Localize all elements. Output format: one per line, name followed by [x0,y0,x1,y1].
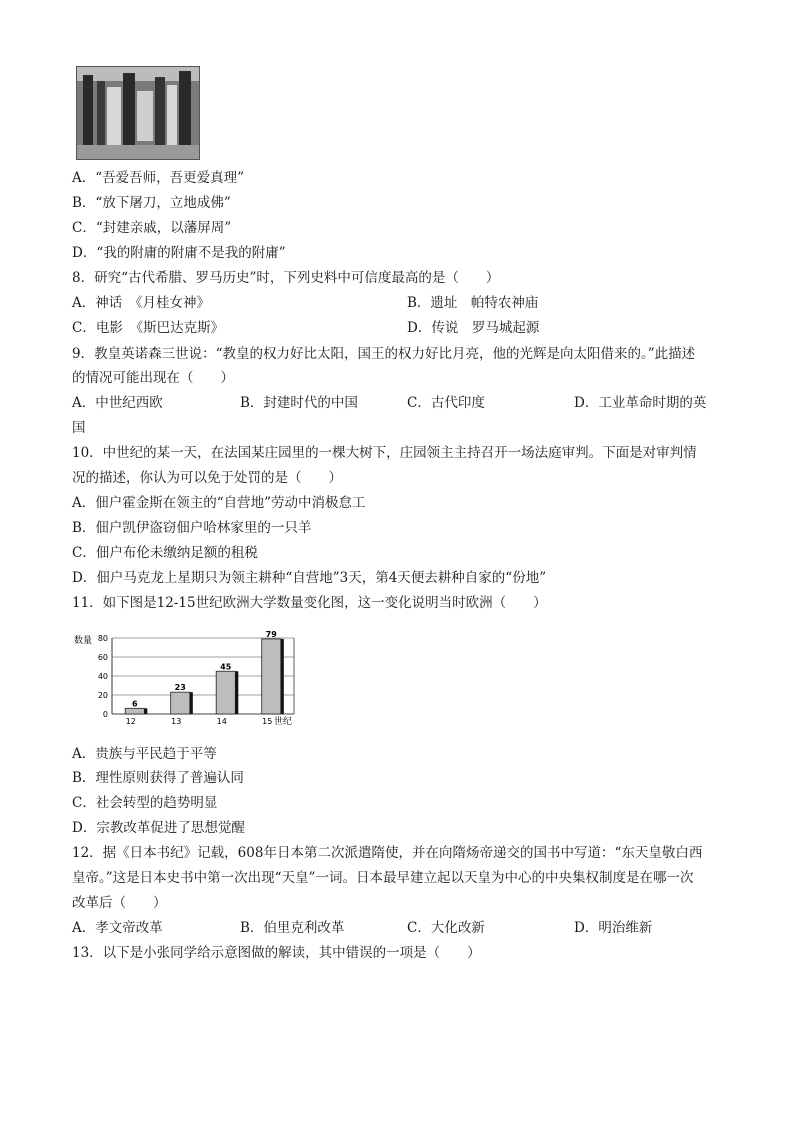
q8-option-b: B．遗址 帕特农神庙 [407,295,539,311]
university-count-bar-chart [72,620,332,730]
q12-stem-line2: 皇帝。”这是日本史书中第一次出现“天皇”一词。日本最早建立起以天皇为中心的中央集权制度是在哪一次 [72,870,694,886]
q11-stem: 11．如下图是12-15世纪欧洲大学数量变化图，这一变化说明当时欧洲（ ） [72,595,547,611]
q8-option-d: D．传说 罗马城起源 [407,320,540,336]
chart-y-tick-label: 80 [97,634,108,643]
q11-option-c: C．社会转型的趋势明显 [72,795,218,811]
q9-option-a: A．中世纪西欧 [72,395,163,411]
q12-option-c: C．大化改新 [407,920,485,936]
q10-option-c: C．佃户布伦未缴纳足额的租税 [72,545,258,561]
q12-stem-line1: 12．据《日本书纪》记载，608年日本第二次派遣隋使，并在向隋炀帝递交的国书中写道：“东天皇敬白西 [72,845,703,861]
chart-y-tick-label: 20 [97,691,108,700]
q12-option-b: B．伯里克利改革 [240,920,345,936]
q11-option-d: D．宗教改革促进了思想觉醒 [72,820,245,836]
chart-data-label: 45 [220,662,232,672]
chart-y-tick-label: 0 [102,710,108,719]
chart-x-tick-label: 12 [125,717,136,726]
q9-stem-line2: 的情况可能出现在（ ） [72,370,234,386]
q9-option-c: C．古代印度 [407,395,485,411]
q7-option-c: C．“封建亲戚，以藩屏周” [72,220,232,236]
q8-stem: 8．研究“古代希腊、罗马历史”时，下列史料中可信度最高的是（ ） [72,270,500,286]
q7-option-d: D．“我的附庸的附庸不是我的附庸” [72,245,286,261]
chart-data-labels [132,630,277,708]
q11-option-b: B．理性原则获得了普遍认同 [72,770,244,786]
chart-bar [216,671,235,714]
chart-y-tick-label: 40 [97,672,108,681]
chart-bars [125,639,284,714]
chart-data-label: 6 [131,699,138,709]
q9-option-d-continued: 国 [72,420,86,436]
chart-y-axis-label: 数量 [74,636,93,646]
chart-y-tick-labels [98,634,108,719]
q10-stem-line1: 10．中世纪的某一天，在法国某庄园里的一棵大树下，庄园领主主持召开一场法庭审判。下面是对审判情 [72,445,697,461]
q8-option-a: A．神话 《月桂女神》 [72,295,210,311]
q12-option-d: D．明治维新 [574,920,653,936]
q10-stem-line2: 况的描述，你认为可以免于处罚的是（ ） [72,470,342,486]
chart-data-label: 79 [265,629,277,639]
chart-x-tick-label: 14 [216,717,227,726]
q12-option-a: A．孝文帝改革 [72,920,163,936]
chart-x-tick-label: 13 [171,717,182,726]
chart-bar [262,639,281,714]
q7-illustration-image [76,66,200,160]
q11-option-a: A．贵族与平民趋于平等 [72,746,217,762]
q10-option-b: B．佃户凯伊盗窃佃户哈林家里的一只羊 [72,520,312,536]
q9-option-b: B．封建时代的中国 [240,395,358,411]
q13-stem: 13．以下是小张同学给示意图做的解读，其中错误的一项是（ ） [72,945,481,961]
q7-option-b: B．“放下屠刀，立地成佛” [72,195,231,211]
q10-option-a: A．佃户霍金斯在领主的“自营地”劳动中消极怠工 [72,495,366,511]
q10-option-d: D．佃户马克龙上星期只为领主耕种“自营地”3天，第4天便去耕种自家的“份地” [72,570,547,586]
chart-y-tick-label: 60 [97,653,108,662]
q8-option-c: C．电影 《斯巴达克斯》 [72,320,225,336]
chart-bar [125,708,144,714]
chart-x-unit-label: 世纪 [274,717,293,727]
q9-option-d: D．工业革命时期的英 [574,395,707,411]
q7-option-a: A．“吾爱吾师，吾更爱真理” [72,170,245,186]
chart-x-tick-labels [126,717,273,726]
chart-x-tick-label: 15 [262,717,273,726]
chart-bar [171,692,190,714]
q12-stem-line3: 改革后（ ） [72,895,167,911]
chart-data-label: 23 [174,683,186,693]
q9-stem-line1: 9．教皇英诺森三世说：“教皇的权力好比太阳，国王的权力好比月亮，他的光辉是向太阳借来的。”此描述 [72,346,696,362]
